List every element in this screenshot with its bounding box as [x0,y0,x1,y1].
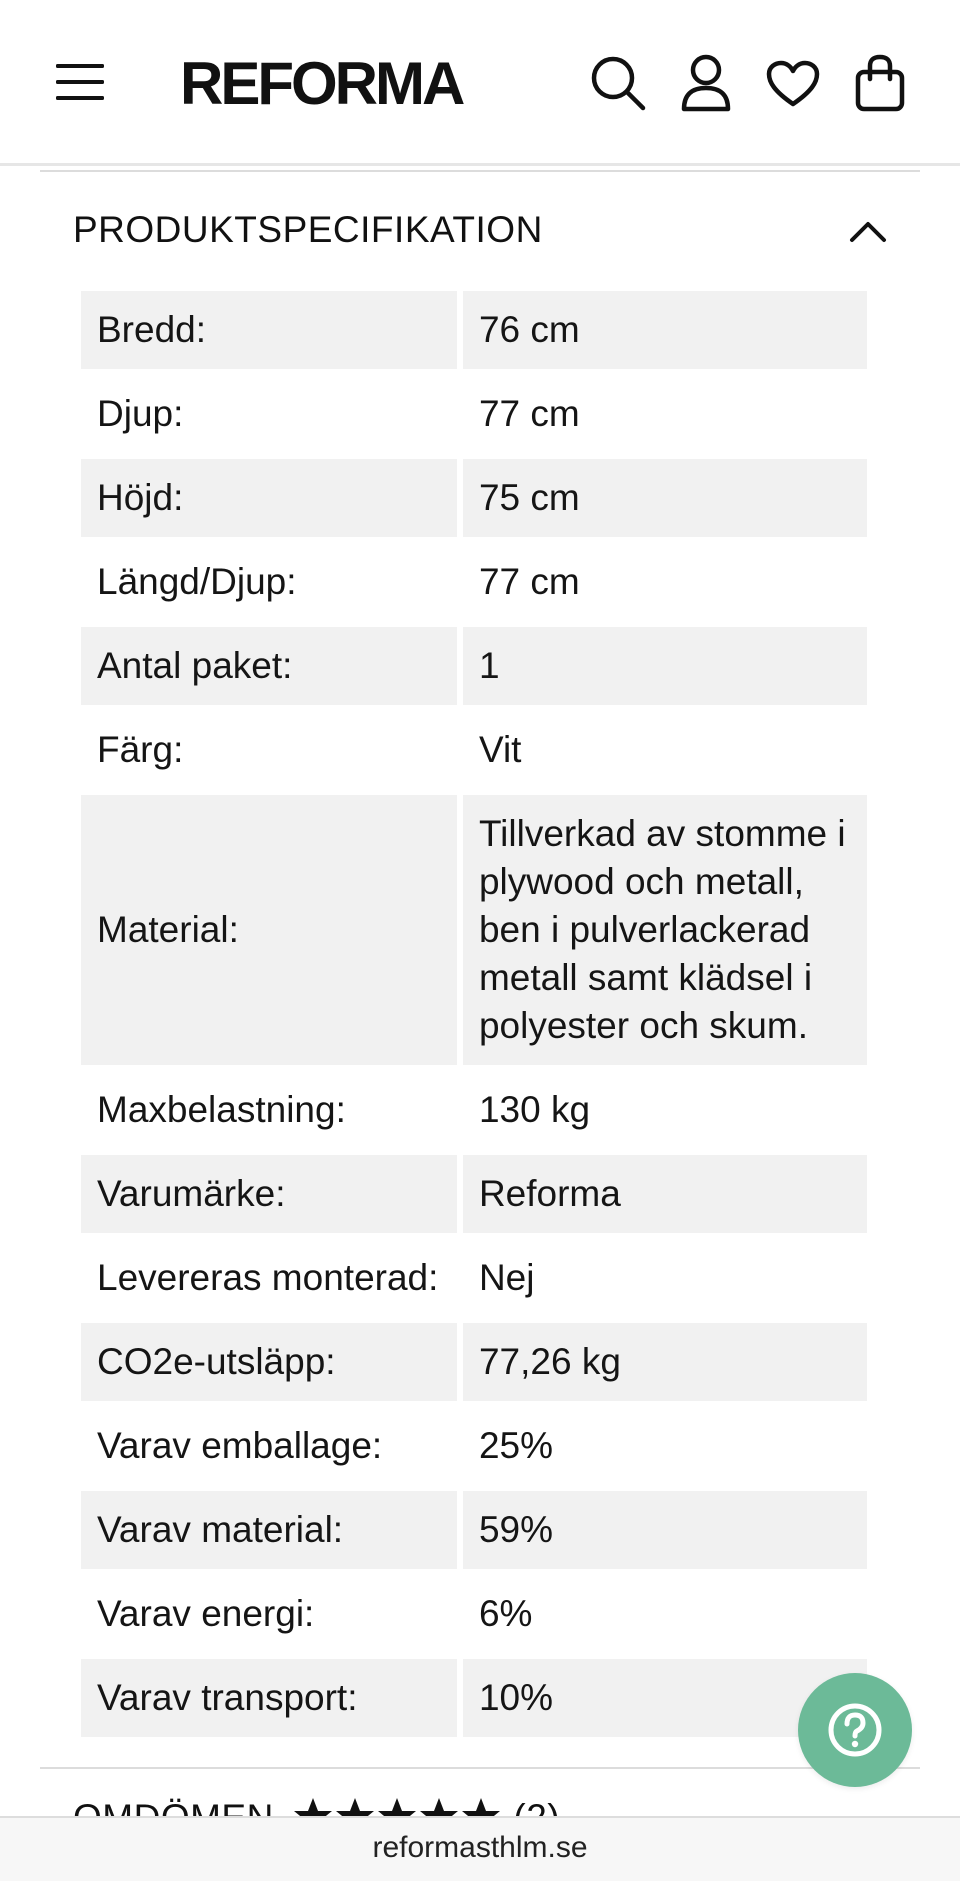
spec-value: 130 kg [478,1089,591,1130]
divider [40,170,920,172]
spec-label: Varav energi: [97,1593,315,1634]
table-row [81,795,867,1065]
bag-icon[interactable] [855,54,905,112]
table-row [81,1071,867,1149]
chevron-up-icon[interactable] [848,210,888,250]
spec-label: Varav material: [81,1491,457,1569]
table-row [81,1239,867,1317]
spec-value: 10% [463,1659,867,1737]
spec-value: 75 cm [463,459,867,537]
spec-value: 1 [463,627,867,705]
spec-label: Material: [81,795,457,1065]
spec-value: 59% [463,1491,867,1569]
spec-label: Djup: [97,393,184,434]
table-row [81,627,867,705]
spec-value: 6% [478,1593,533,1634]
spec-label: Varav emballage: [97,1425,383,1466]
spec-label: Höjd: [81,459,457,537]
spec-label: Varav transport: [81,1659,457,1737]
spec-label: Maxbelastning: [97,1089,346,1130]
spec-value: Nej [478,1257,535,1298]
help-button[interactable] [798,1673,912,1787]
spec-value: 77 cm [478,393,580,434]
table-row [81,1659,867,1737]
spec-label: Antal paket: [81,627,457,705]
spec-value: 77 cm [478,561,580,602]
section-title[interactable]: PRODUKTSPECIFIKATION [73,209,543,250]
table-row [81,459,867,537]
heart-icon[interactable] [766,60,820,108]
url-text: reformasthlm.se [372,1831,588,1864]
table-row [81,1491,867,1569]
menu-icon[interactable] [56,62,104,102]
spec-value: 25% [478,1425,554,1466]
spec-value: 76 cm [463,291,867,369]
spec-value: Vit [478,729,522,770]
spec-value: Reforma [463,1155,867,1233]
spec-value: 77,26 kg [463,1323,867,1401]
table-row [81,1155,867,1233]
spec-label: Varumärke: [81,1155,457,1233]
table-row [81,1407,867,1485]
divider [40,1767,920,1769]
browser-url-bar[interactable] [0,1816,960,1881]
table-row [81,1323,867,1401]
spec-value: Tillverkad av stomme i plywood och metall, ben i pulverlackerad metall samt klädsel i polyester och skum. [463,795,867,1065]
account-icon[interactable] [681,54,731,112]
question-icon [798,1673,912,1787]
site-header [0,0,960,166]
spec-label: Längd/Djup: [97,561,297,602]
spec-label: Bredd: [81,291,457,369]
spec-label: CO2e-utsläpp: [81,1323,457,1401]
table-row [81,1575,867,1653]
spec-label: Färg: [97,729,184,770]
table-row [81,711,867,789]
logo[interactable]: REFORMA [180,50,463,117]
spec-label: Levereras monterad: [97,1257,439,1298]
table-row [81,291,867,369]
table-row [81,543,867,621]
search-icon[interactable] [590,55,646,111]
spec-table [75,285,873,1743]
table-row [81,375,867,453]
